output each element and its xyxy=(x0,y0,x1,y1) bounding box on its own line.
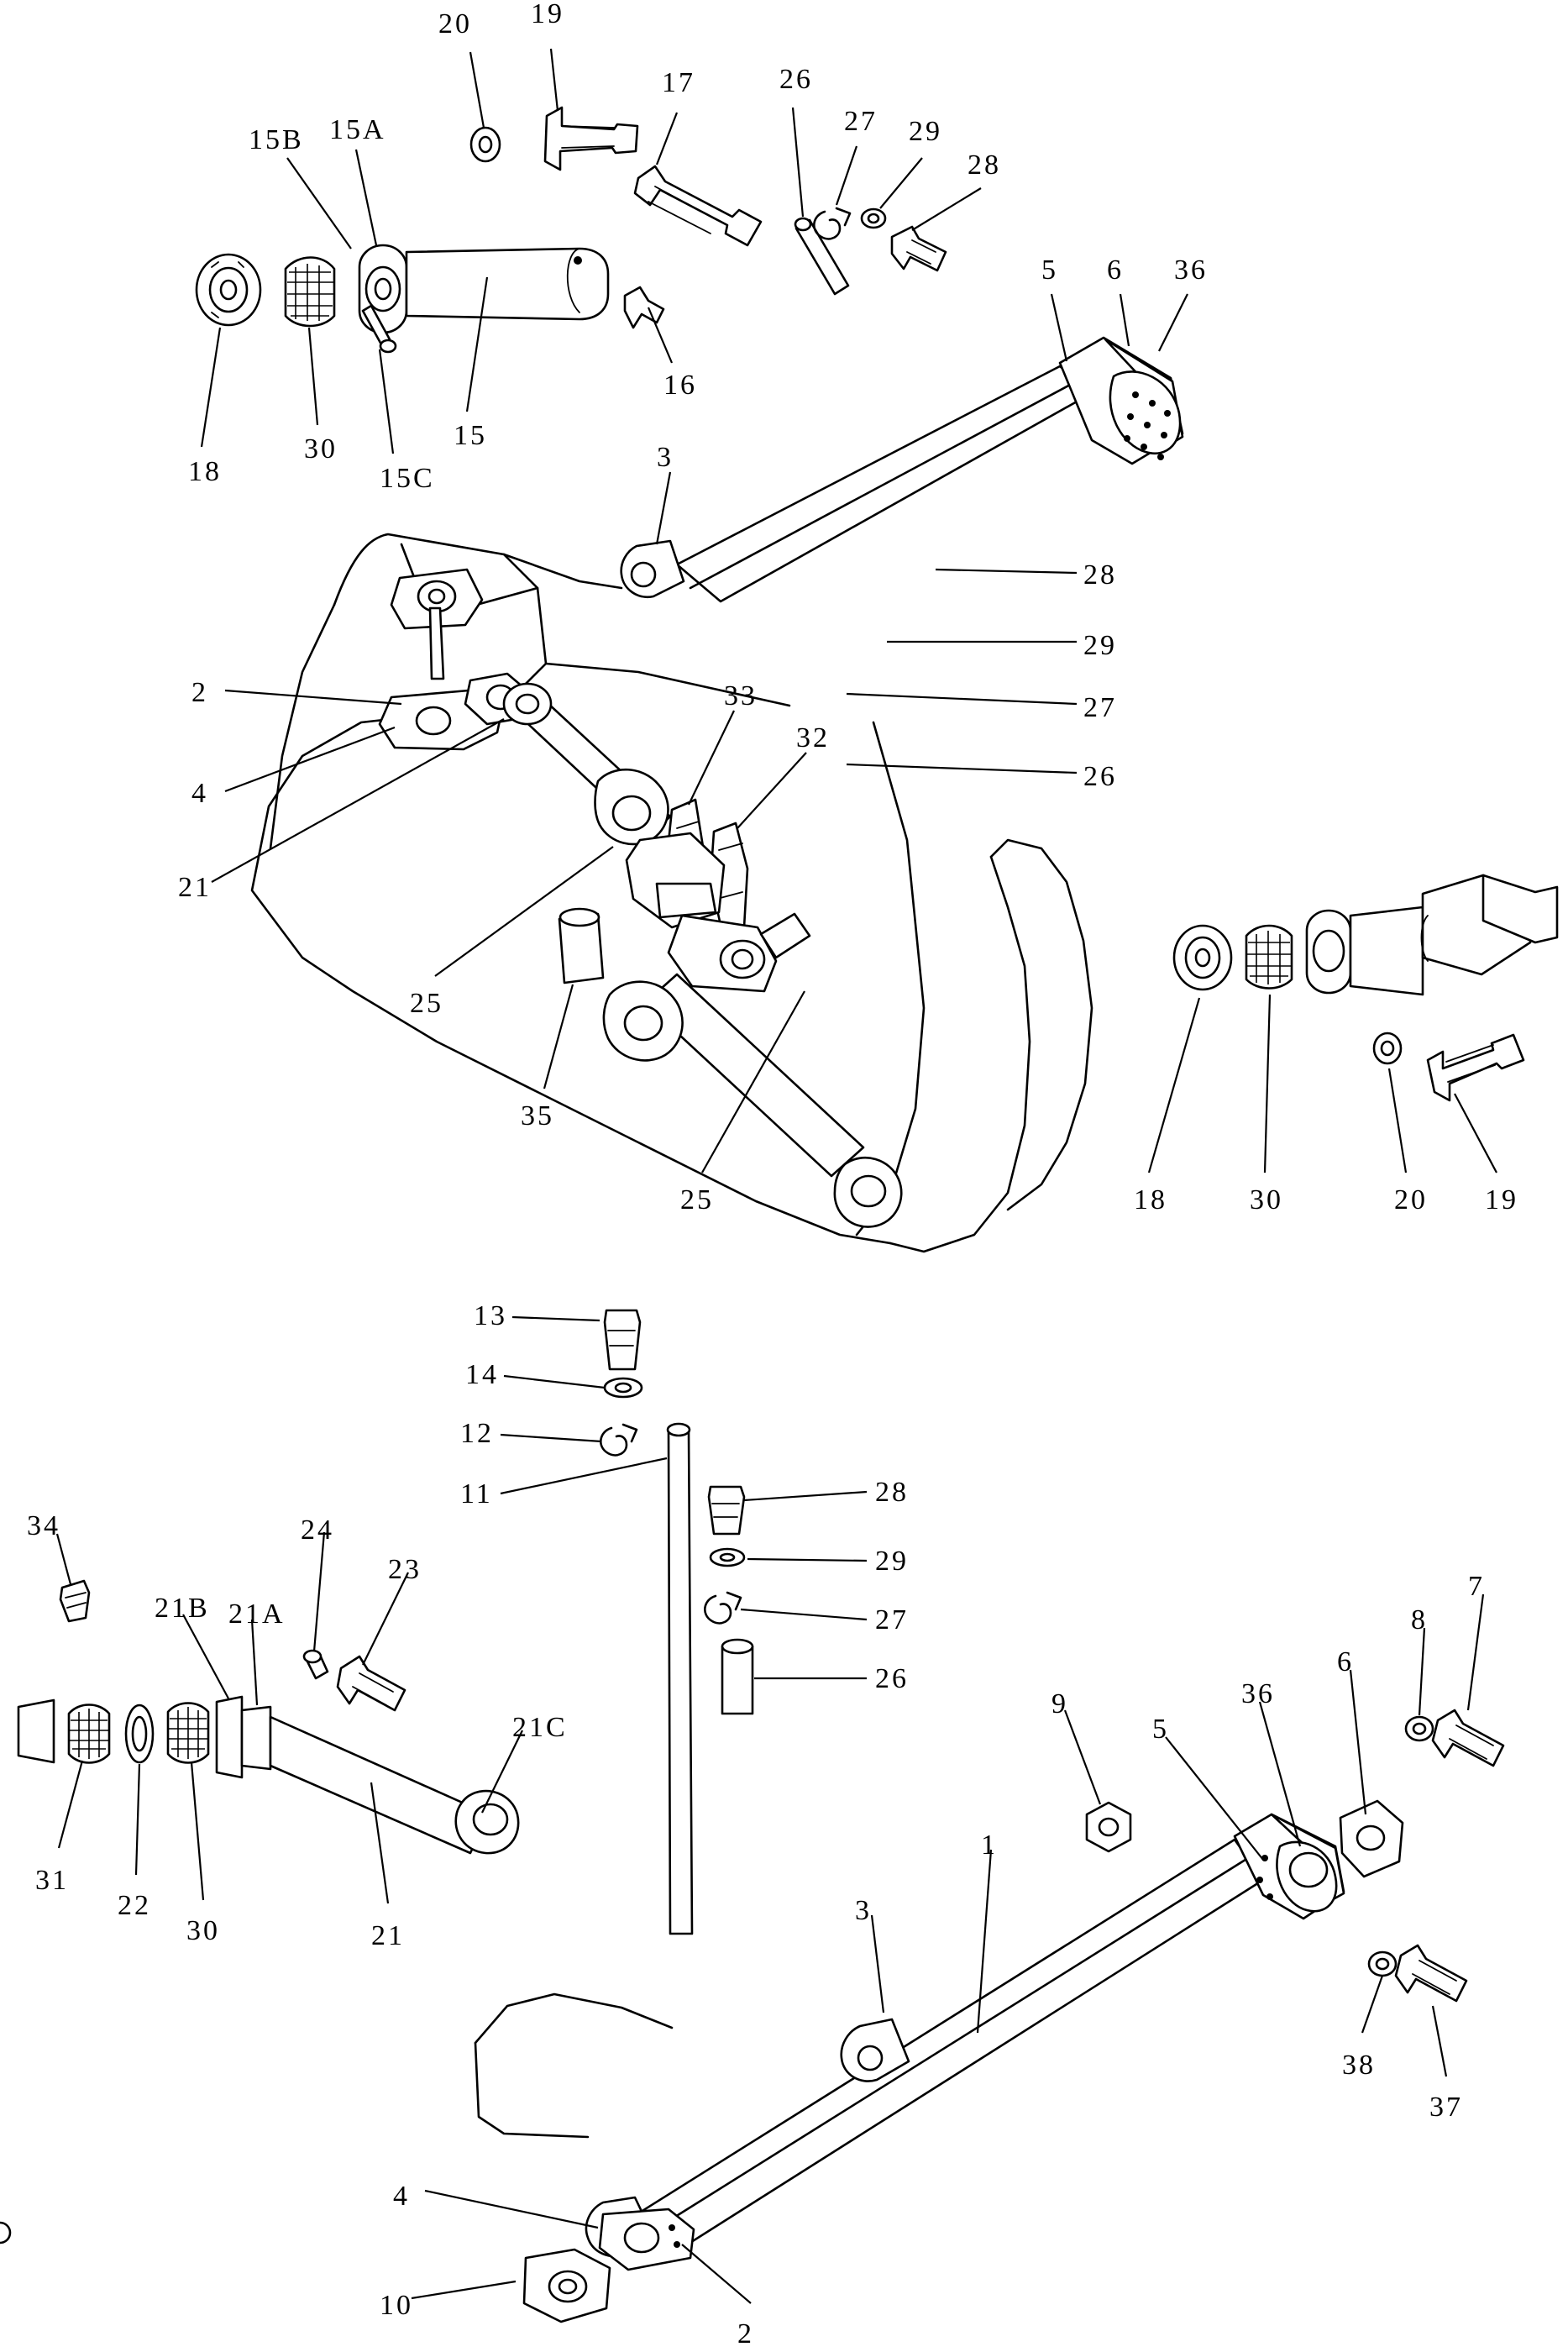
part-35-pin xyxy=(559,909,603,983)
callout-30: 30 xyxy=(186,1915,220,1946)
part-12-clip xyxy=(600,1425,637,1455)
part-2-bracket-lower xyxy=(600,2209,694,2270)
callout-19: 19 xyxy=(1485,1184,1518,1215)
part-16-screw xyxy=(625,287,663,328)
callout-25: 25 xyxy=(680,1184,714,1215)
callout-29: 29 xyxy=(875,1546,909,1577)
callout-21C: 21C xyxy=(512,1712,568,1743)
part-11-long-pin xyxy=(668,1424,692,1934)
callout-21A: 21A xyxy=(228,1599,286,1630)
part-27-clip-low xyxy=(705,1593,741,1623)
part-21A-collar xyxy=(242,1707,270,1769)
callout-25: 25 xyxy=(410,988,443,1019)
part-bracket-left-low xyxy=(18,1700,54,1762)
part-21-rod-upper xyxy=(504,684,670,844)
callout-31: 31 xyxy=(35,1865,69,1896)
part-15-shaft-right xyxy=(1307,875,1557,995)
callout-15A: 15A xyxy=(329,114,386,145)
part-30-boot-low xyxy=(168,1704,208,1763)
axle-housing-lower xyxy=(475,1994,672,2137)
callout-21: 21 xyxy=(178,872,212,903)
part-18-bushing-upper xyxy=(197,255,260,325)
upper-assembly xyxy=(197,108,1557,1252)
part-30-boot-upper xyxy=(286,258,334,327)
callout-28: 28 xyxy=(1083,559,1117,591)
callout-15: 15 xyxy=(454,420,487,451)
callout-1: 1 xyxy=(981,1830,998,1861)
callout-26: 26 xyxy=(875,1663,909,1694)
callout-18: 18 xyxy=(1134,1184,1167,1215)
callout-4: 4 xyxy=(393,2181,410,2212)
leader-lines xyxy=(57,49,1497,2303)
callout-34: 34 xyxy=(27,1510,60,1541)
callout-30: 30 xyxy=(1250,1184,1283,1215)
callout-27: 27 xyxy=(844,106,878,137)
part-38-washer xyxy=(1369,1952,1396,1976)
callout-15C: 15C xyxy=(380,463,435,494)
callout-38: 38 xyxy=(1342,2050,1376,2081)
callout-2: 2 xyxy=(737,2318,754,2349)
callout-32: 32 xyxy=(796,722,830,753)
callout-27: 27 xyxy=(875,1604,909,1635)
part-31-boot xyxy=(69,1705,109,1763)
part-23-bolt xyxy=(338,1656,405,1710)
callout-35: 35 xyxy=(521,1100,554,1131)
part-18-bushing-right xyxy=(1174,926,1231,990)
callout-9: 9 xyxy=(1051,1688,1068,1719)
callout-21: 21 xyxy=(371,1920,405,1951)
part-14-washer xyxy=(605,1378,642,1397)
callout-13: 13 xyxy=(474,1300,507,1331)
part-10-bracket xyxy=(524,2250,610,2322)
part-20-washer-right xyxy=(1374,1033,1401,1063)
callout-16: 16 xyxy=(663,370,697,401)
callout-22: 22 xyxy=(118,1890,151,1921)
callout-20: 20 xyxy=(438,8,472,39)
callout-6: 6 xyxy=(1107,255,1124,286)
callout-28: 28 xyxy=(875,1477,909,1508)
callout-5: 5 xyxy=(1152,1714,1169,1745)
callout-37: 37 xyxy=(1429,2092,1463,2123)
callout-3: 3 xyxy=(657,442,674,473)
callout-30: 30 xyxy=(304,433,338,465)
callout-15B: 15B xyxy=(249,124,304,155)
callout-36: 36 xyxy=(1241,1678,1275,1709)
callout-2: 2 xyxy=(191,677,208,708)
callout-12: 12 xyxy=(460,1418,494,1449)
part-19-bolt-right xyxy=(1428,1035,1523,1100)
callout-36: 36 xyxy=(1174,255,1208,286)
part-29-washer-top xyxy=(862,209,885,228)
callout-3: 3 xyxy=(855,1895,872,1926)
part-34-screw xyxy=(60,1581,89,1621)
callout-21B: 21B xyxy=(155,1593,210,1624)
part-25-rod-upper xyxy=(604,974,901,1227)
callout-26: 26 xyxy=(779,64,813,95)
part-13-bolt xyxy=(605,1310,640,1369)
callout-5: 5 xyxy=(1041,255,1058,286)
callout-19: 19 xyxy=(531,0,564,29)
callout-11: 11 xyxy=(460,1478,493,1509)
part-24-pin xyxy=(304,1651,328,1678)
part-37-bolt xyxy=(1396,1945,1466,2001)
part-28-bolt-top xyxy=(892,227,946,270)
part-22-washer xyxy=(126,1705,153,1762)
callout-29: 29 xyxy=(909,116,942,147)
callout-8: 8 xyxy=(1411,1604,1428,1635)
part-17-bolt xyxy=(635,166,761,245)
part-1-torque-rod-lower xyxy=(0,1801,1403,2260)
part-9-nut xyxy=(1087,1803,1130,1851)
part-21B-collar xyxy=(217,1697,242,1777)
callout-10: 10 xyxy=(380,2290,413,2321)
callout-6: 6 xyxy=(1337,1646,1354,1677)
part-26-pin-low xyxy=(722,1640,753,1714)
part-8-washer xyxy=(1406,1717,1433,1740)
callout-29: 29 xyxy=(1083,630,1117,661)
callout-14: 14 xyxy=(465,1359,499,1390)
lower-assembly xyxy=(0,1310,1503,2322)
part-29-washer-low xyxy=(711,1549,744,1566)
callout-23: 23 xyxy=(388,1554,422,1585)
part-30-boot-right xyxy=(1246,926,1292,989)
callout-33: 33 xyxy=(724,680,758,711)
callout-26: 26 xyxy=(1083,761,1117,792)
callout-17: 17 xyxy=(662,67,695,98)
part-20-washer-top xyxy=(471,128,500,161)
callout-18: 18 xyxy=(188,456,222,487)
callout-20: 20 xyxy=(1394,1184,1428,1215)
callout-7: 7 xyxy=(1468,1571,1485,1602)
part-28-bolt-low xyxy=(709,1487,744,1534)
part-21-rod-low xyxy=(270,1717,518,1853)
callout-28: 28 xyxy=(968,150,1001,181)
callout-24: 24 xyxy=(301,1515,334,1546)
part-7-bolt xyxy=(1433,1710,1503,1766)
part-27-clip-top xyxy=(814,208,850,239)
part-19-bolt-top xyxy=(545,108,637,170)
callout-4: 4 xyxy=(191,778,208,809)
callout-27: 27 xyxy=(1083,692,1117,723)
